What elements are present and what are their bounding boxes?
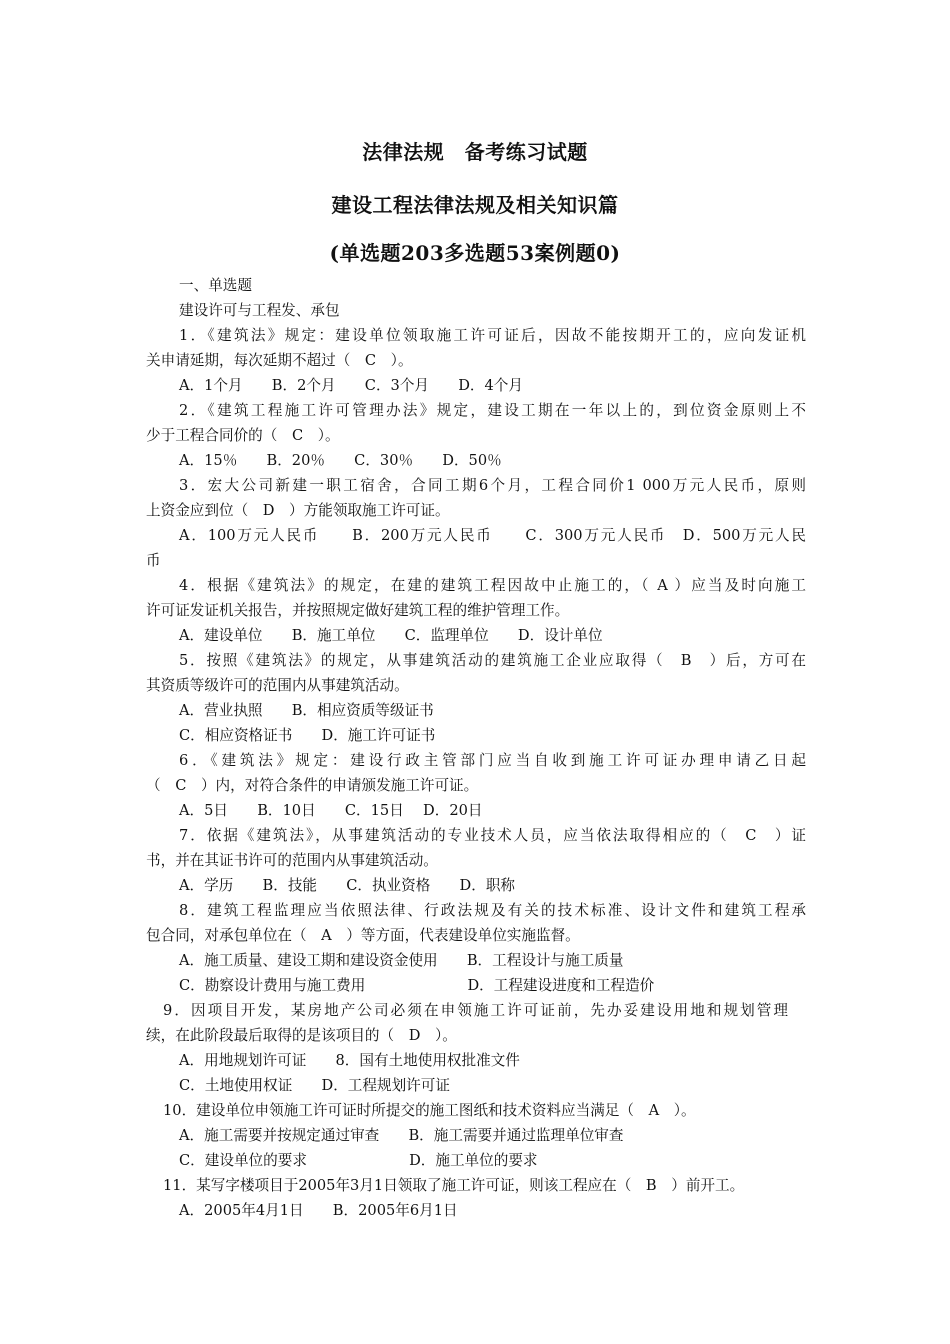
question-6-cont: （ C ）内，对符合条件的申请颁发施工许可证。: [146, 777, 479, 794]
question-9-options-b: C．土地使用权证 D．工程规划许可证: [179, 1077, 450, 1094]
question-11-options: A．2005年4月1日 B．2005年6月1日: [179, 1202, 458, 1219]
question-8-options-a: A．施工质量、建设工期和建设资金使用 B．工程设计与施工质量: [179, 952, 624, 969]
question-9-options-a: A．用地规划许可证 8．国有土地使用权批准文件: [179, 1052, 520, 1069]
question-3-cont: 上资金应到位（ D ）方能领取施工许可证。: [146, 502, 450, 519]
question-3-options: A．100万元人民币 B．200万元人民币 C．300万元人民币 D．500万元人民: [179, 527, 806, 544]
document-subtitle: 建设工程法律法规及相关知识篇: [331, 193, 619, 217]
question-10: 10．建设单位申领施工许可证时所提交的施工图纸和技术资料应当满足（ A ）。: [163, 1102, 696, 1119]
question-2-cont: 少于工程合同价的（ C ）。: [146, 427, 340, 444]
document-title: 法律法规 备考练习试题: [362, 140, 588, 164]
question-5-options-a: A．营业执照 B．相应资质等级证书: [179, 702, 434, 719]
question-7-options: A．学历 B．技能 C．执业资格 D．职称: [179, 877, 516, 894]
question-6-options: A．5日 B．10日 C．15日 D．20日: [179, 802, 483, 819]
question-1-cont: 关申请延期，每次延期不超过（ C ）。: [146, 352, 413, 369]
question-2-options: A．15％ B．20％ C．30％ D．50％: [179, 452, 502, 469]
question-7: 7．依据《建筑法》，从事建筑活动的专业技术人员，应当依法取得相应的（ C ）证: [179, 827, 806, 844]
question-9: 9．因项目开发，某房地产公司必须在申领施工许可证前，先办妥建设用地和规划管理: [163, 1002, 788, 1019]
question-4: 4．根据《建筑法》的规定，在建的建筑工程因故中止施工的，（ A ）应当及时向施工: [179, 577, 806, 594]
question-8-options-b: C．勘察设计费用与施工费用 D．工程建设进度和工程造价: [179, 977, 655, 994]
question-5-options-b: C．相应资格证书 D．施工许可证书: [179, 727, 436, 744]
subsection-heading: 建设许可与工程发、承包: [179, 302, 340, 319]
question-3: 3．宏大公司新建一职工宿舍，合同工期6个月，工程合同价1 000万元人民币，原则: [179, 477, 806, 494]
question-7-cont: 书，并在其证书许可的范围内从事建筑活动。: [146, 852, 438, 869]
question-count-summary: (单选题203多选题53案例题0): [329, 241, 621, 265]
question-8-cont: 包合同，对承包单位在（ A ）等方面，代表建设单位实施监督。: [146, 927, 580, 944]
question-6: 6．《建筑法》规定：建设行政主管部门应当自收到施工许可证办理申请乙日起: [179, 752, 806, 769]
question-9-cont: 续，在此阶段最后取得的是该项目的（ D ）。: [146, 1027, 457, 1044]
question-2: 2．《建筑工程施工许可管理办法》规定，建设工期在一年以上的，到位资金原则上不: [179, 402, 806, 419]
section-heading: 一、单选题: [179, 277, 252, 294]
question-10-options-b: C．建设单位的要求 D．施工单位的要求: [179, 1152, 538, 1169]
question-8: 8．建筑工程监理应当依照法律、行政法规及有关的技术标准、设计文件和建筑工程承: [179, 902, 806, 919]
question-10-options-a: A．施工需要并按规定通过审查 B．施工需要并通过监理单位审查: [179, 1127, 624, 1144]
question-11: 11．某写字楼项目于2005年3月1日领取了施工许可证，则该工程应在（ B ）前开工。: [163, 1177, 745, 1194]
question-1-options: A．1个月 B．2个月 C．3个月 D．4个月: [179, 377, 523, 394]
question-3-options-cont: 币: [146, 552, 161, 569]
question-4-options: A．建设单位 B．施工单位 C．监理单位 D．设计单位: [179, 627, 603, 644]
question-5-cont: 其资质等级许可的范围内从事建筑活动。: [146, 677, 409, 694]
question-1: 1．《建筑法》规定：建设单位领取施工许可证后，因故不能按期开工的，应向发证机: [179, 327, 806, 344]
question-4-cont: 许可证发证机关报告，并按照规定做好建筑工程的维护管理工作。: [146, 602, 570, 619]
question-5: 5．按照《建筑法》的规定，从事建筑活动的建筑施工企业应取得（ B ）后，方可在: [179, 652, 806, 669]
